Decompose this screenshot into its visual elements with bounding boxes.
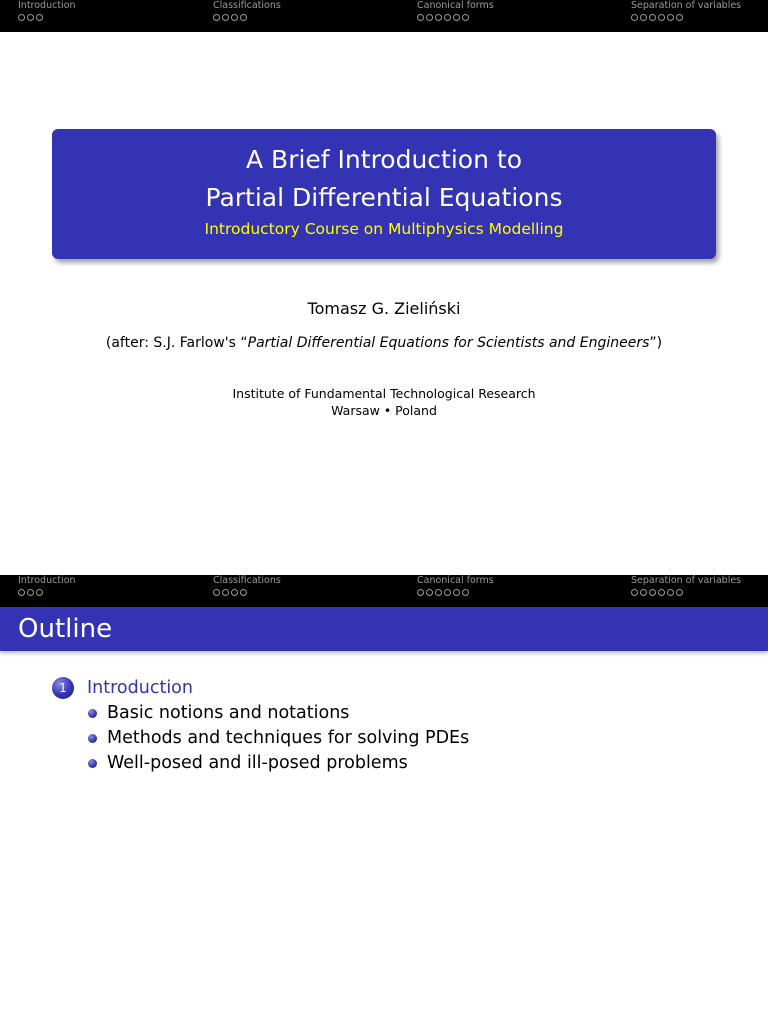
bullet-icon [88,709,97,718]
nav-frame-dot[interactable] [435,14,442,21]
presentation-subtitle: Introductory Course on Multiphysics Modelling [204,220,564,238]
frame-title-bar [0,607,768,651]
bullet-icon [88,759,97,768]
nav-frame-dot[interactable] [631,14,638,21]
nav-section-separation-of-variables[interactable] [631,575,741,597]
nav-section-label[interactable]: Canonical forms [417,0,494,11]
nav-frame-dots [417,589,494,597]
nav-frame-dot[interactable] [417,14,424,21]
nav-frame-dot[interactable] [213,589,220,596]
title-box [52,129,716,259]
nav-frame-dot[interactable] [240,589,247,596]
author-name: Tomasz G. Zieliński [307,299,461,318]
presentation-title-line-2: Partial Differential Equations [205,183,563,212]
nav-frame-dot[interactable] [658,14,665,21]
nav-frame-dot[interactable] [658,589,665,596]
nav-frame-dot[interactable] [453,14,460,21]
nav-frame-dot[interactable] [444,14,451,21]
source-attribution [0,332,768,354]
nav-frame-dot[interactable] [667,589,674,596]
nav-frame-dot[interactable] [231,14,238,21]
nav-frame-dot[interactable] [426,589,433,596]
attribution-prefix: (after: S.J. Farlow's “ [105,335,248,351]
nav-frame-dot[interactable] [18,589,25,596]
nav-frame-dot[interactable] [676,589,683,596]
nav-section-label[interactable]: Introduction [18,575,76,586]
nav-frame-dot[interactable] [417,589,424,596]
nav-section-separation-of-variables[interactable] [631,0,741,22]
nav-frame-dot[interactable] [640,14,647,21]
nav-section-label[interactable]: Classifications [213,575,281,586]
nav-section-introduction[interactable] [18,0,76,22]
bullet-icon [88,734,97,743]
nav-frame-dot[interactable] [649,589,656,596]
nav-frame-dots [213,589,281,597]
nav-frame-dot[interactable] [435,589,442,596]
nav-section-classifications[interactable] [213,575,281,597]
nav-section-canonical-forms[interactable] [417,0,494,22]
section-title-link[interactable]: Introduction [87,678,193,698]
nav-frame-dot[interactable] [462,14,469,21]
institute-name: Institute of Fundamental Technological Research [232,386,536,401]
nav-frame-dot[interactable] [27,589,34,596]
nav-frame-dot[interactable] [231,589,238,596]
nav-section-label[interactable]: Separation of variables [631,575,742,586]
nav-frame-dot[interactable] [453,589,460,596]
nav-section-introduction[interactable] [18,575,76,597]
nav-frame-dots [631,14,741,22]
nav-frame-dot[interactable] [222,589,229,596]
nav-frame-dot[interactable] [240,14,247,21]
subsection-label[interactable]: Methods and techniques for solving PDEs [107,728,470,748]
navigation-bar [0,0,768,32]
presentation-title-line-1: A Brief Introduction to [246,145,522,174]
nav-section-classifications[interactable] [213,0,281,22]
nav-frame-dot[interactable] [27,14,34,21]
nav-frame-dots [213,14,281,22]
nav-section-label[interactable]: Canonical forms [417,575,494,586]
section-number-badge: 1 [52,677,74,699]
outline-slide [0,575,768,1024]
nav-frame-dot[interactable] [426,14,433,21]
institute-block [0,385,768,419]
nav-frame-dot[interactable] [222,14,229,21]
nav-frame-dot[interactable] [667,14,674,21]
nav-section-canonical-forms[interactable] [417,575,494,597]
nav-frame-dot[interactable] [462,589,469,596]
nav-frame-dot[interactable] [18,14,25,21]
subsection-label[interactable]: Well-posed and ill-posed problems [107,753,408,773]
nav-frame-dot[interactable] [213,14,220,21]
nav-frame-dot[interactable] [631,589,638,596]
nav-section-label[interactable]: Separation of variables [631,0,742,11]
nav-frame-dot[interactable] [640,589,647,596]
nav-frame-dot[interactable] [649,14,656,21]
nav-frame-dot[interactable] [676,14,683,21]
frame-title: Outline [18,614,113,644]
nav-frame-dot[interactable] [444,589,451,596]
nav-frame-dot[interactable] [36,589,43,596]
nav-section-label[interactable]: Classifications [213,0,281,11]
nav-section-label[interactable]: Introduction [18,0,76,11]
navigation-bar [0,575,768,607]
attribution-suffix: ”) [649,335,663,351]
institute-location: Warsaw • Poland [331,403,437,418]
subsection-label[interactable]: Basic notions and notations [107,703,350,723]
nav-frame-dots [631,589,741,597]
book-title: Partial Differential Equations for Scientists and Engineers [247,335,650,351]
nav-frame-dots [18,589,76,597]
nav-frame-dots [18,14,76,22]
nav-frame-dot[interactable] [36,14,43,21]
nav-frame-dots [417,14,494,22]
